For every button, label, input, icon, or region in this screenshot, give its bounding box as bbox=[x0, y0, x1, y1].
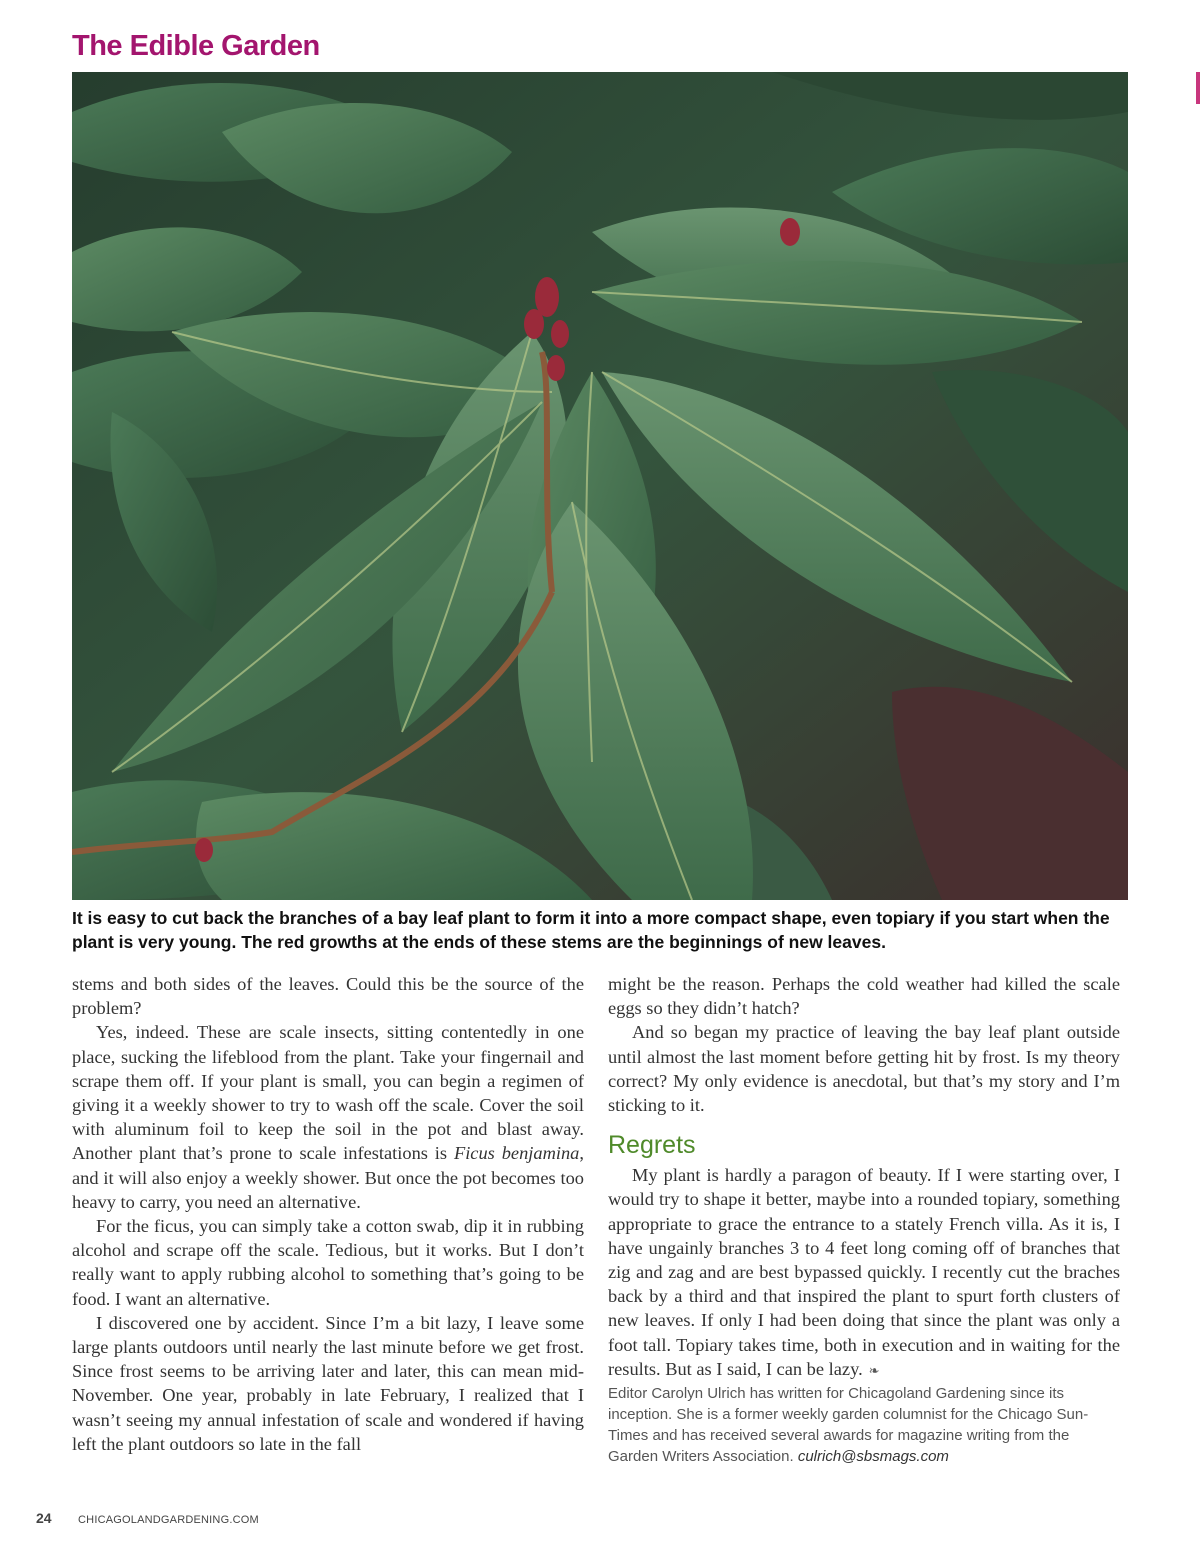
page-number: 24 bbox=[36, 1510, 52, 1526]
bay-leaf-illustration bbox=[72, 72, 1128, 900]
paragraph: For the ficus, you can simply take a cotton swab, dip it in rubbing alcohol and scrape off the scale. Tedious, but it works. But I don’t really want to apply rubbing alcohol to something that’s going to be food. I want an alternative. bbox=[72, 1216, 584, 1309]
paragraph-text: Yes, indeed. These are scale insects, sitting contentedly in one place, sucking the lifeblood from the plant. Take your fingernail and scrape them off. If your plant is small, you can begin a regimen of giving it a weekly shower to try to wash off the scale. Cover the soil with aluminum foil to keep the soil in the pot and blast away. Another plant that’s prone to scale infestations is bbox=[72, 1022, 584, 1164]
subheading: Regrets bbox=[608, 1131, 696, 1160]
paragraph: And so began my practice of leaving the bay leaf plant outside until almost the last moment before getting hit by frost. Is my theory correct? My only evidence is anecdotal, but that’s my story and I’m sticking to it. bbox=[608, 1022, 1120, 1116]
photo-caption: It is easy to cut back the branches of a bay leaf plant to form it into a more compact shape, even topiary if you start when the plant is very young. The red growths at the ends of these stems are the beginnings of new leaves. bbox=[72, 908, 1110, 952]
page-footer bbox=[36, 1510, 259, 1528]
author-bio bbox=[608, 1383, 1120, 1467]
author-email[interactable]: culrich@sbsmags.com bbox=[797, 1448, 949, 1466]
paragraph: I discovered one by accident. Since I’m a bit lazy, I leave some large plants outdoors until nearly the last minute before we get frost. Since frost seems to be arriving later and later, this can mean mid-November. One year, probably in late February, I realized that I wasn’t seeing my annual infestation of scale and wondered if having left the plant outdoors so late in the fall bbox=[72, 1312, 584, 1454]
paragraph: might be the reason. Perhaps the cold weather had killed the scale eggs so they didn’t hatch? bbox=[608, 974, 1120, 1019]
bio-text: Editor Carolyn Ulrich has written for Chicagoland Gardening since its inception. She is a former weekly garden columnist for the Chicago Sun-Times and has received several awards for magazine writing from the Garden Writers Association. bbox=[608, 1385, 1089, 1466]
article-column-right bbox=[608, 972, 1120, 1467]
paragraph bbox=[72, 1020, 584, 1214]
paragraph bbox=[608, 1163, 1120, 1383]
section-title: The Edible Garden bbox=[72, 30, 320, 62]
paragraph-text: , and it will also enjoy a weekly shower. But once the pot becomes too heavy to carry, you need an alternative. bbox=[72, 1143, 584, 1212]
plant-name-italic: Ficus benjamina bbox=[453, 1143, 580, 1164]
page-edge-tab bbox=[1196, 72, 1200, 104]
paragraph-text: My plant is hardly a paragon of beauty. If I were starting over, I would try to shape it better, maybe into a rounded topiary, something appropriate to grace the entrance to a stately French villa. As it is, I have ungainly branches 3 to 4 feet long coming off of branches that zig and zag and are best bypassed quickly. I recently cut the braches back by a third and that inspired the plant to spurt forth clusters of new leaves. If only I had been doing that since the plant was only a foot tall. Topiary takes time, both in execution and in waiting for the results. But as I said, I can be lazy. bbox=[608, 1165, 1120, 1379]
bay-leaf-photo bbox=[72, 72, 1128, 900]
website-url: CHICAGOLANDGARDENING.COM bbox=[78, 1514, 259, 1526]
paragraph: stems and both sides of the leaves. Could this be the source of the problem? bbox=[72, 974, 584, 1019]
article-column-left bbox=[72, 972, 584, 1456]
end-mark-icon: ❧ bbox=[868, 1362, 880, 1378]
